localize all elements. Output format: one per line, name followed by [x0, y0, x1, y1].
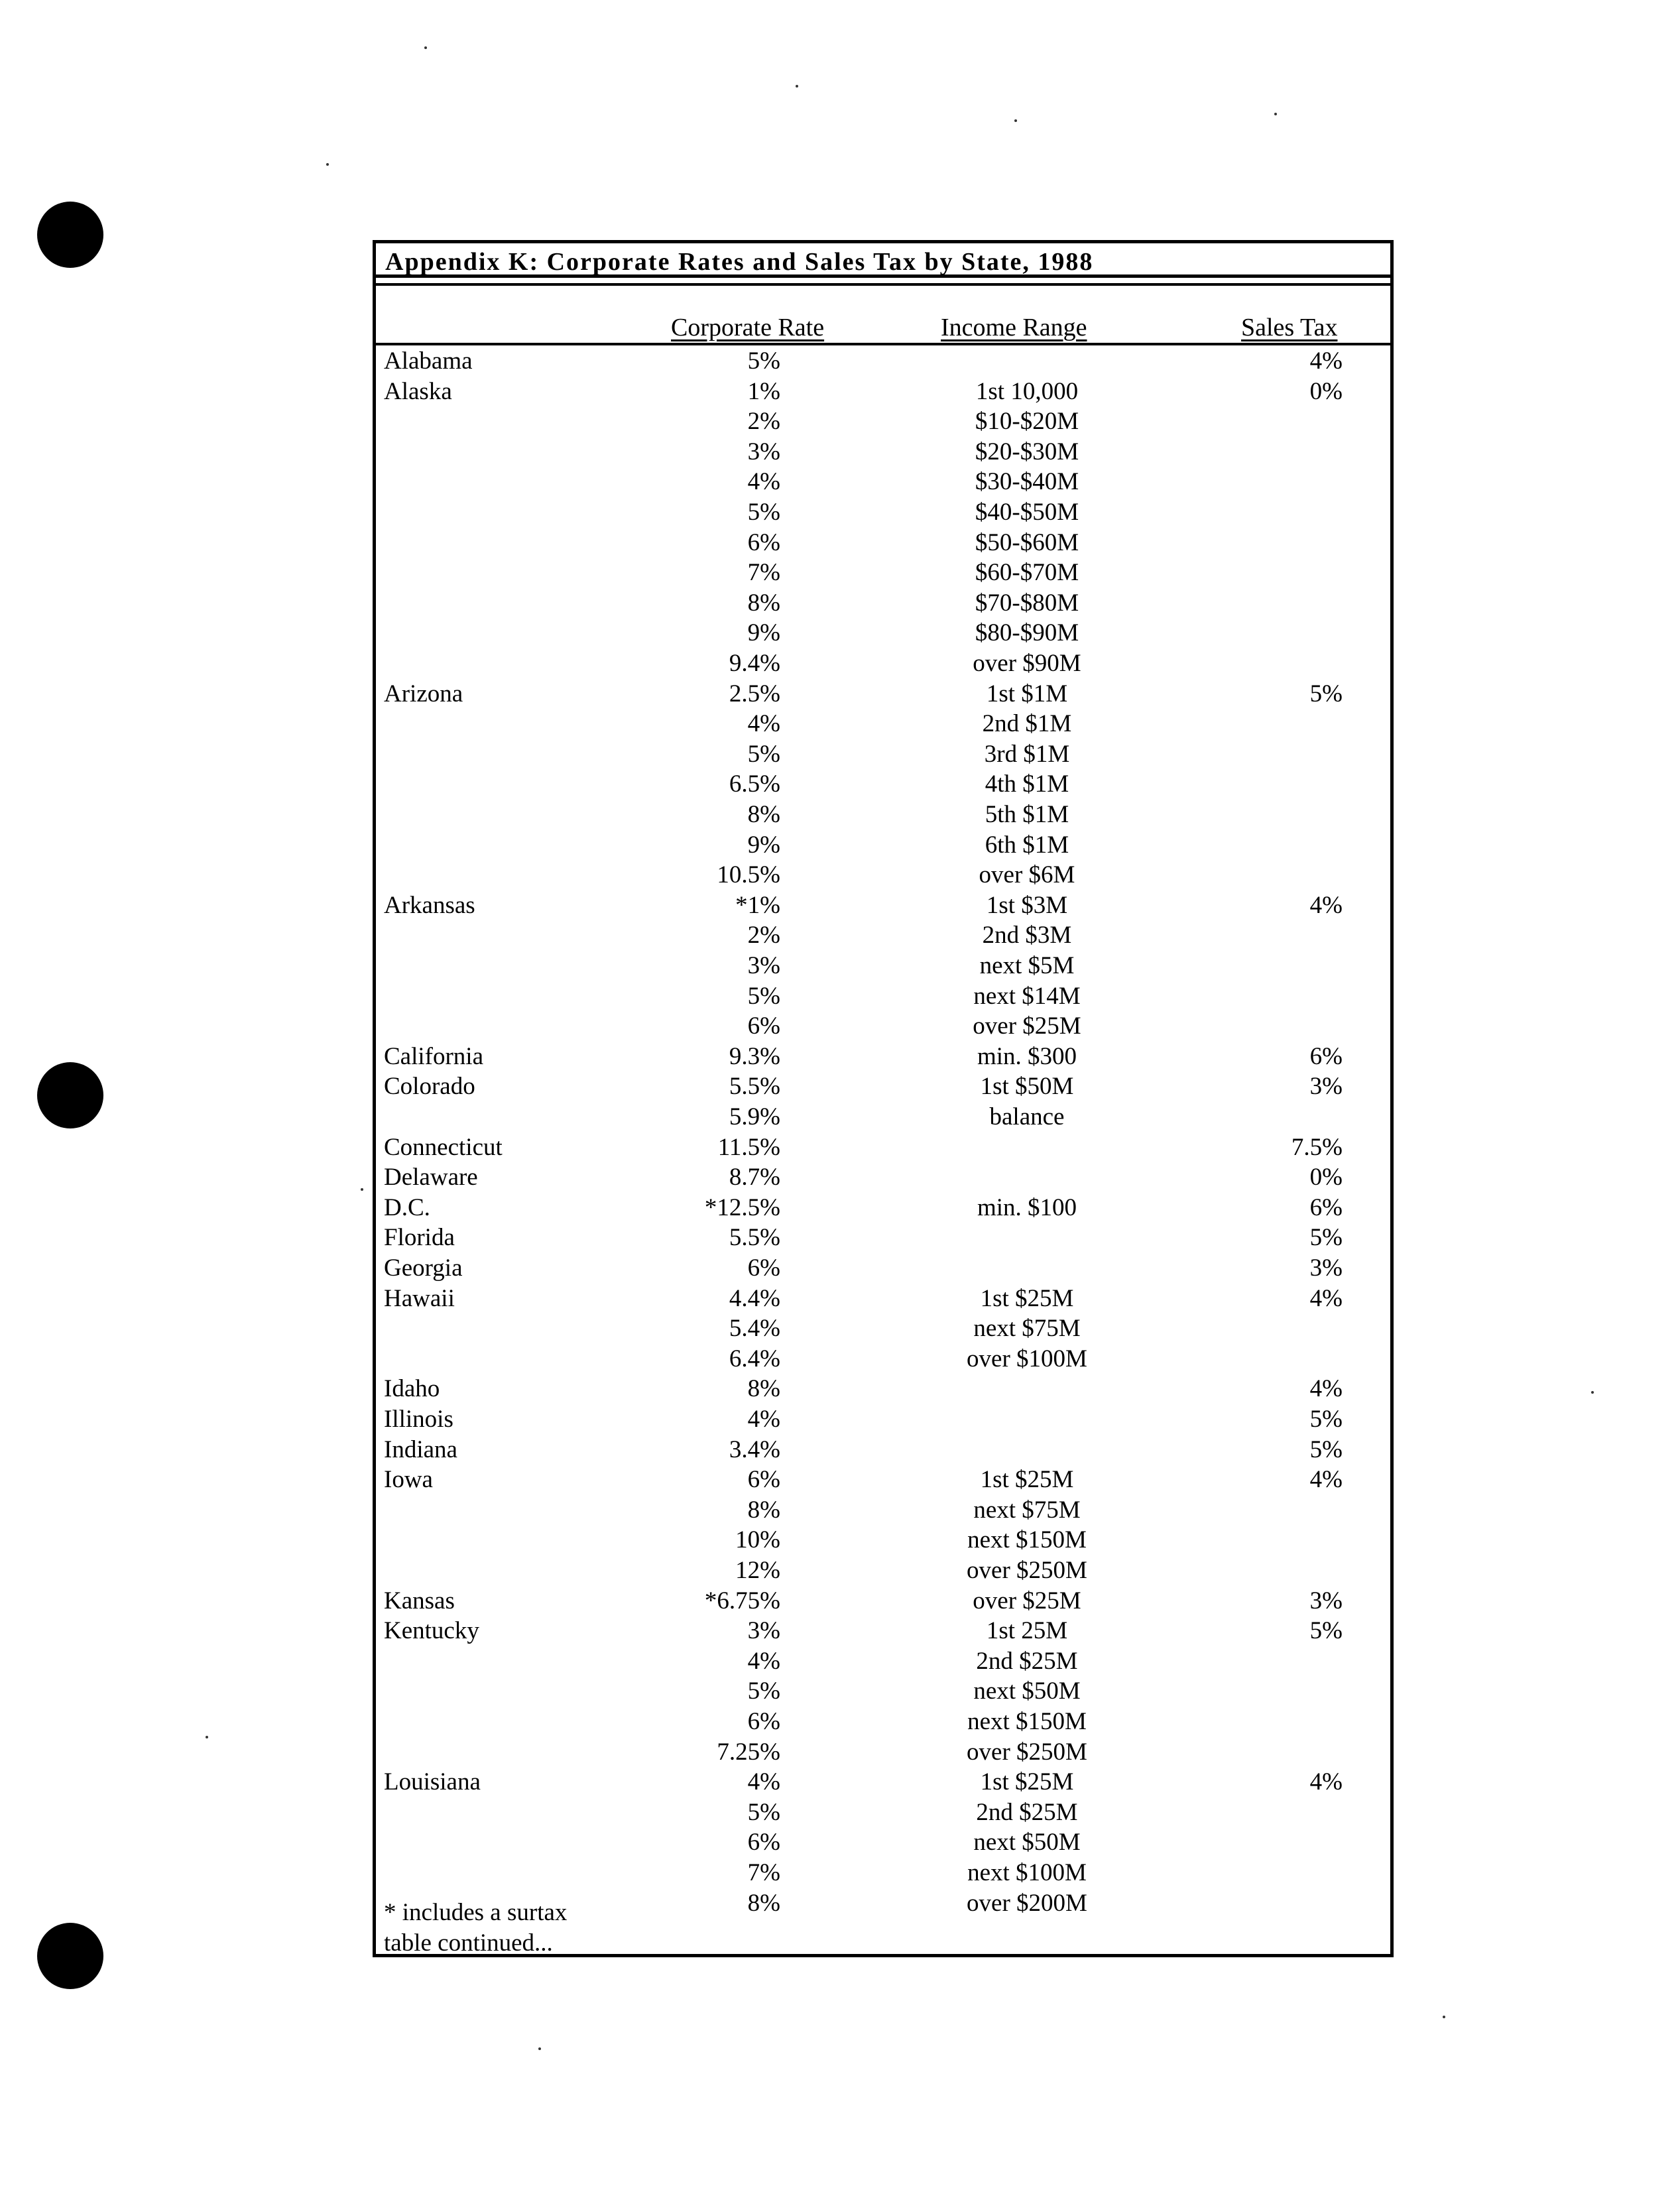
cell-state: Kansas — [384, 1587, 455, 1614]
table-row — [376, 1223, 1390, 1253]
cell-income-range: $30-$40M — [975, 468, 1079, 496]
cell-corporate-rate: 4% — [747, 1406, 780, 1433]
cell-income-range: next $50M — [973, 1677, 1081, 1705]
table-row — [376, 1737, 1390, 1768]
cell-income-range: 1st $25M — [980, 1284, 1074, 1312]
table-row — [376, 709, 1390, 739]
scan-speck — [206, 1736, 208, 1738]
table-row — [376, 497, 1390, 528]
cell-corporate-rate: 5.9% — [729, 1103, 780, 1130]
cell-income-range: 1st $25M — [980, 1768, 1074, 1796]
table-row — [376, 1162, 1390, 1193]
table-row — [376, 1071, 1390, 1102]
cell-corporate-rate: 4.4% — [729, 1284, 780, 1312]
cell-state: Kentucky — [384, 1617, 479, 1645]
cell-income-range: next $75M — [973, 1315, 1081, 1343]
cell-state: Alaska — [384, 377, 452, 405]
scan-speck — [538, 2047, 541, 2050]
scan-speck — [424, 46, 427, 49]
cell-income-range: over $25M — [973, 1012, 1081, 1040]
table-row — [376, 437, 1390, 467]
footnote-continued: table continued... — [384, 1929, 553, 1957]
table-row — [376, 1102, 1390, 1132]
cell-corporate-rate: *6.75% — [704, 1587, 780, 1614]
cell-income-range: $70-$80M — [975, 589, 1079, 617]
cell-income-range: 1st $50M — [980, 1073, 1074, 1101]
cell-corporate-rate: 8% — [747, 589, 780, 617]
cell-state: California — [384, 1042, 484, 1070]
punch-hole-bottom — [37, 1923, 103, 1989]
cell-sales-tax: 5% — [1309, 1406, 1343, 1433]
cell-corporate-rate: 5% — [747, 740, 780, 768]
cell-state: Illinois — [384, 1406, 453, 1433]
table-row — [376, 1042, 1390, 1072]
table-row — [376, 1495, 1390, 1526]
cell-income-range: 1st $3M — [986, 891, 1068, 919]
cell-sales-tax: 6% — [1309, 1042, 1343, 1070]
cell-sales-tax: 5% — [1309, 1617, 1343, 1645]
cell-state: Iowa — [384, 1466, 433, 1494]
table-row — [376, 1827, 1390, 1858]
cell-sales-tax: 3% — [1309, 1587, 1343, 1614]
table-row — [376, 1707, 1390, 1737]
table-row — [376, 346, 1390, 377]
cell-state: Georgia — [384, 1254, 463, 1282]
table-row — [376, 1767, 1390, 1797]
cell-sales-tax: 3% — [1309, 1073, 1343, 1101]
table-row — [376, 1313, 1390, 1344]
cell-income-range: 1st 25M — [986, 1617, 1068, 1645]
table-title: Appendix K: Corporate Rates and Sales Tax by State, 1988 — [385, 248, 1094, 276]
cell-corporate-rate: 6% — [747, 528, 780, 556]
cell-sales-tax: 5% — [1309, 1224, 1343, 1252]
cell-corporate-rate: 5.5% — [729, 1224, 780, 1252]
cell-state: Delaware — [384, 1164, 478, 1191]
cell-income-range: over $6M — [979, 861, 1075, 889]
cell-income-range: 4th $1M — [985, 770, 1069, 798]
cell-state: Hawaii — [384, 1284, 455, 1312]
cell-income-range: over $90M — [973, 650, 1081, 677]
cell-sales-tax: 4% — [1309, 1768, 1343, 1796]
divider — [376, 343, 1390, 345]
cell-sales-tax: 5% — [1309, 1435, 1343, 1463]
table-row — [376, 648, 1390, 679]
table-row — [376, 1676, 1390, 1707]
cell-corporate-rate: 6% — [747, 1466, 780, 1494]
cell-income-range: $40-$50M — [975, 499, 1079, 526]
cell-sales-tax: 0% — [1309, 1164, 1343, 1191]
table-row — [376, 406, 1390, 437]
cell-corporate-rate: 5% — [747, 499, 780, 526]
cell-sales-tax: 3% — [1309, 1254, 1343, 1282]
cell-corporate-rate: 8% — [747, 1889, 780, 1917]
cell-income-range: 6th $1M — [985, 831, 1069, 859]
cell-income-range: 2nd $25M — [976, 1798, 1078, 1826]
cell-state: Connecticut — [384, 1133, 503, 1161]
cell-corporate-rate: 4% — [747, 1647, 780, 1675]
cell-corporate-rate: 5% — [747, 347, 780, 375]
table-row — [376, 800, 1390, 830]
cell-income-range: 1st $1M — [986, 680, 1068, 707]
table-row — [376, 1555, 1390, 1586]
table-row — [376, 467, 1390, 497]
cell-corporate-rate: 9.3% — [729, 1042, 780, 1070]
cell-income-range: over $200M — [967, 1889, 1087, 1917]
table-row — [376, 739, 1390, 770]
cell-corporate-rate: 3% — [747, 952, 780, 979]
table-row — [376, 1253, 1390, 1284]
cell-corporate-rate: 2% — [747, 922, 780, 949]
cell-corporate-rate: 6% — [747, 1708, 780, 1735]
table-row — [376, 679, 1390, 709]
cell-income-range: 2nd $1M — [982, 710, 1072, 738]
appendix-table — [373, 240, 1394, 1957]
cell-income-range: $20-$30M — [975, 438, 1079, 465]
cell-sales-tax: 6% — [1309, 1193, 1343, 1221]
cell-corporate-rate: 8% — [747, 801, 780, 828]
cell-corporate-rate: 3.4% — [729, 1435, 780, 1463]
cell-corporate-rate: 6.5% — [729, 770, 780, 798]
table-row — [376, 1344, 1390, 1374]
footnote-surtax: * includes a surtax — [384, 1899, 568, 1926]
cell-state: Indiana — [384, 1435, 457, 1463]
cell-corporate-rate: 6% — [747, 1012, 780, 1040]
table-row — [376, 1132, 1390, 1163]
cell-state: D.C. — [384, 1193, 430, 1221]
cell-income-range: next $14M — [973, 982, 1081, 1010]
cell-sales-tax: 4% — [1309, 1375, 1343, 1403]
cell-income-range: balance — [989, 1103, 1065, 1130]
cell-corporate-rate: 12% — [735, 1557, 780, 1584]
cell-income-range: 2nd $25M — [976, 1647, 1078, 1675]
table-row — [376, 377, 1390, 407]
cell-income-range: min. $300 — [977, 1042, 1077, 1070]
cell-corporate-rate: *1% — [735, 891, 780, 919]
cell-corporate-rate: 9% — [747, 831, 780, 859]
cell-income-range: next $75M — [973, 1496, 1081, 1524]
scan-speck — [361, 1188, 363, 1191]
cell-state: Idaho — [384, 1375, 440, 1403]
cell-corporate-rate: 4% — [747, 710, 780, 738]
cell-income-range: next $100M — [967, 1859, 1087, 1886]
cell-income-range: next $5M — [979, 952, 1075, 979]
scan-speck — [796, 85, 798, 88]
cell-income-range: min. $100 — [977, 1193, 1077, 1221]
cell-income-range: $10-$20M — [975, 408, 1079, 436]
cell-state: Arizona — [384, 680, 463, 707]
scan-speck — [1591, 1391, 1594, 1394]
table-row — [376, 1435, 1390, 1465]
table-row — [376, 1374, 1390, 1404]
table-row — [376, 1797, 1390, 1828]
table-row — [376, 1646, 1390, 1677]
cell-income-range: 3rd $1M — [984, 740, 1070, 768]
cell-income-range: $80-$90M — [975, 619, 1079, 647]
table-row — [376, 1284, 1390, 1314]
cell-corporate-rate: 10.5% — [717, 861, 780, 889]
table-row — [376, 1586, 1390, 1616]
cell-corporate-rate: 6.4% — [729, 1345, 780, 1372]
cell-corporate-rate: 1% — [747, 377, 780, 405]
table-row — [376, 558, 1390, 588]
cell-corporate-rate: 2% — [747, 408, 780, 436]
cell-sales-tax: 7.5% — [1291, 1133, 1343, 1161]
header-corporate-rate: Corporate Rate — [671, 314, 825, 341]
cell-corporate-rate: 5% — [747, 982, 780, 1010]
punch-hole-middle — [37, 1062, 103, 1128]
cell-corporate-rate: 5% — [747, 1677, 780, 1705]
cell-income-range: $60-$70M — [975, 559, 1079, 587]
table-row — [376, 981, 1390, 1012]
scan-speck — [1443, 2016, 1445, 2018]
cell-corporate-rate: 6% — [747, 1254, 780, 1282]
cell-corporate-rate: 9% — [747, 619, 780, 647]
cell-sales-tax: 5% — [1309, 680, 1343, 707]
cell-corporate-rate: 2.5% — [729, 680, 780, 707]
cell-state: Arkansas — [384, 891, 475, 919]
cell-state: Colorado — [384, 1073, 475, 1101]
table-row — [376, 1465, 1390, 1495]
cell-corporate-rate: 5% — [747, 1798, 780, 1826]
cell-sales-tax: 0% — [1309, 377, 1343, 405]
cell-corporate-rate: *12.5% — [704, 1193, 780, 1221]
cell-corporate-rate: 5.5% — [729, 1073, 780, 1101]
table-row — [376, 528, 1390, 558]
cell-corporate-rate: 3% — [747, 1617, 780, 1645]
cell-corporate-rate: 11.5% — [717, 1133, 780, 1161]
scan-speck — [326, 163, 329, 166]
cell-sales-tax: 4% — [1309, 1466, 1343, 1494]
table-row — [376, 860, 1390, 890]
cell-income-range: 1st $25M — [980, 1466, 1074, 1494]
cell-state: Alabama — [384, 347, 473, 375]
cell-corporate-rate: 7.25% — [717, 1738, 780, 1766]
table-row — [376, 1011, 1390, 1042]
table-row — [376, 1858, 1390, 1888]
cell-corporate-rate: 7% — [747, 559, 780, 587]
cell-corporate-rate: 6% — [747, 1829, 780, 1856]
cell-income-range: over $25M — [973, 1587, 1081, 1614]
cell-income-range: over $100M — [967, 1345, 1087, 1372]
table-row — [376, 890, 1390, 921]
table-row — [376, 618, 1390, 648]
cell-sales-tax: 4% — [1309, 1284, 1343, 1312]
cell-corporate-rate: 3% — [747, 438, 780, 465]
title-bar — [376, 243, 1390, 278]
cell-corporate-rate: 8% — [747, 1496, 780, 1524]
scan-speck — [1274, 113, 1277, 115]
table-row — [376, 830, 1390, 861]
cell-corporate-rate: 4% — [747, 1768, 780, 1796]
table-row — [376, 1404, 1390, 1435]
cell-corporate-rate: 7% — [747, 1859, 780, 1886]
cell-income-range: 2nd $3M — [982, 922, 1072, 949]
cell-income-range: next $150M — [967, 1526, 1087, 1554]
divider — [376, 283, 1390, 286]
table-row — [376, 769, 1390, 800]
header-income-range: Income Range — [941, 314, 1087, 341]
cell-state: Louisiana — [384, 1768, 481, 1796]
table-row — [376, 951, 1390, 981]
cell-sales-tax: 4% — [1309, 891, 1343, 919]
table-row — [376, 1193, 1390, 1223]
cell-corporate-rate: 8% — [747, 1375, 780, 1403]
cell-income-range: over $250M — [967, 1557, 1087, 1584]
table-row — [376, 920, 1390, 951]
cell-corporate-rate: 10% — [735, 1526, 780, 1554]
cell-corporate-rate: 9.4% — [729, 650, 780, 677]
cell-income-range: next $50M — [973, 1829, 1081, 1856]
cell-corporate-rate: 5.4% — [729, 1315, 780, 1343]
cell-state: Florida — [384, 1224, 455, 1252]
cell-income-range: 1st 10,000 — [975, 377, 1079, 405]
cell-corporate-rate: 4% — [747, 468, 780, 496]
cell-income-range: $50-$60M — [975, 528, 1079, 556]
cell-income-range: next $150M — [967, 1708, 1087, 1735]
table-row — [376, 1525, 1390, 1555]
header-sales-tax: Sales Tax — [1241, 314, 1338, 341]
punch-hole-top — [37, 202, 103, 268]
table-row — [376, 1616, 1390, 1646]
cell-corporate-rate: 8.7% — [729, 1164, 780, 1191]
cell-sales-tax: 4% — [1309, 347, 1343, 375]
scan-speck — [1014, 119, 1017, 122]
cell-income-range: 5th $1M — [985, 801, 1069, 828]
table-row — [376, 588, 1390, 619]
cell-income-range: over $250M — [967, 1738, 1087, 1766]
